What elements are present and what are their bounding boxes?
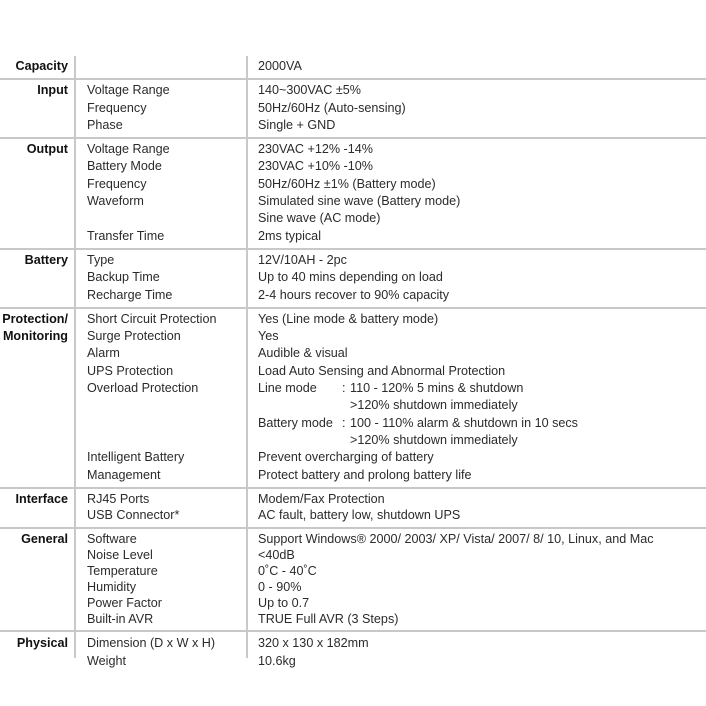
section-label: [0, 193, 75, 210]
spec-row: [0, 252, 706, 269]
spec-row: [0, 328, 706, 345]
parameter-value: [247, 634, 369, 652]
spec-row: [0, 432, 706, 449]
parameter-value: [247, 563, 317, 579]
parameter-name: Voltage Range: [87, 142, 170, 157]
parameter-name: Transfer Time: [87, 228, 165, 243]
spec-row: [0, 634, 706, 652]
parameter-name: Weight: [87, 653, 126, 668]
value-text: 50Hz/60Hz ±1% (Battery mode): [258, 176, 436, 191]
parameter-name: Battery Mode: [87, 159, 162, 174]
value-text: Support Windows® 2000/ 2003/ XP/ Vista/ 2007/ 8/ 10, Linux, and Mac: [258, 531, 654, 546]
section-label: [0, 210, 75, 227]
spec-row: [0, 176, 706, 193]
value-text: 110 - 120% 5 mins & shutdown: [350, 381, 524, 396]
spec-row: [0, 363, 706, 380]
parameter-name: Frequency: [87, 100, 147, 115]
section-label: [0, 507, 75, 524]
parameter-value: [247, 595, 309, 611]
section-label: Input: [37, 83, 68, 98]
parameter-name: Backup Time: [87, 270, 160, 285]
section-label: [0, 397, 75, 414]
section-label: [0, 176, 75, 193]
separator: :: [342, 415, 346, 430]
value-text: 140~300VAC ±5%: [258, 83, 361, 98]
parameter-name: UPS Protection: [87, 363, 174, 378]
parameter-value: [247, 467, 472, 484]
parameter-value: [247, 210, 381, 227]
parameter-value: [247, 193, 460, 210]
parameter-value: [247, 397, 518, 414]
spec-row: [0, 269, 706, 286]
parameter-name: [75, 432, 247, 449]
parameter-name: [75, 415, 247, 432]
value-text: 2ms typical: [258, 228, 321, 243]
section-label: [0, 467, 75, 484]
value-text: >120% shutdown immediately: [350, 398, 518, 413]
section-label: [0, 449, 75, 466]
section-label: Monitoring: [2, 329, 68, 344]
spec-section-general: [0, 529, 706, 632]
value-text: 230VAC +10% -10%: [258, 159, 373, 174]
parameter-name: Dimension (D x W x H): [87, 635, 216, 650]
section-label: [0, 563, 75, 579]
spec-row: [0, 531, 706, 547]
spec-row: [0, 595, 706, 611]
value-text: 2000VA: [258, 59, 302, 73]
value-text: AC fault, battery low, shutdown UPS: [258, 508, 461, 523]
section-label: [0, 595, 75, 611]
parameter-name: Phase: [87, 117, 123, 132]
parameter-value: [247, 311, 438, 328]
parameter-value: [247, 158, 373, 175]
value-text: Sine wave (AC mode): [258, 211, 381, 226]
spec-row: [0, 287, 706, 304]
spec-row: [0, 345, 706, 362]
parameter-value: [247, 507, 460, 524]
spec-row: [0, 415, 706, 432]
parameter-value: [247, 449, 434, 466]
section-label: [0, 345, 75, 362]
section-label: [0, 363, 75, 380]
parameter-name: Short Circuit Protection: [87, 311, 217, 326]
section-label: [0, 415, 75, 432]
parameter-value: [247, 491, 385, 508]
parameter-value: [247, 269, 443, 286]
parameter-value: [247, 117, 335, 134]
section-label: General: [21, 531, 68, 546]
parameter-value: [247, 579, 301, 595]
parameter-value: [247, 432, 518, 449]
value-text: Audible & visual: [258, 346, 348, 361]
spec-row: [0, 58, 706, 75]
value-text: >120% shutdown immediately: [350, 432, 518, 447]
spec-section-battery: [0, 250, 706, 309]
spec-row: [0, 611, 706, 627]
spec-table: [0, 56, 706, 673]
spec-section-input: [0, 80, 706, 139]
parameter-value: [247, 287, 449, 304]
spec-row: [0, 210, 706, 227]
parameter-value: [247, 380, 523, 397]
section-label: [0, 380, 75, 397]
value-text: Yes (Line mode & battery mode): [258, 311, 439, 326]
value-text: Simulated sine wave (Battery mode): [258, 194, 461, 209]
value-text: 10.6kg: [258, 653, 296, 668]
section-label: [0, 547, 75, 563]
spec-row: [0, 228, 706, 245]
section-label: Protection/: [2, 311, 68, 326]
section-label: [0, 579, 75, 595]
spec-row: [0, 117, 706, 134]
value-text: 100 - 110% alarm & shutdown in 10 secs: [350, 415, 578, 430]
value-text: Modem/Fax Protection: [258, 491, 385, 506]
parameter-name: Software: [87, 531, 137, 546]
parameter-name: Built-in AVR: [87, 611, 154, 626]
parameter-name: [75, 210, 247, 227]
spec-section-output: [0, 139, 706, 250]
spec-row: [0, 311, 706, 328]
spec-section-physical: [0, 632, 706, 673]
value-text: Up to 0.7: [258, 595, 310, 610]
spec-row: [0, 449, 706, 466]
parameter-name: RJ45 Ports: [87, 491, 150, 506]
section-label: [0, 432, 75, 449]
section-label: [0, 158, 75, 175]
parameter-name: Humidity: [87, 579, 136, 594]
spec-row: [0, 563, 706, 579]
parameter-name: Type: [87, 252, 115, 267]
value-text: Yes: [258, 329, 279, 344]
value-text: Single + GND: [258, 117, 336, 132]
section-label: [0, 100, 75, 117]
parameter-name: Voltage Range: [87, 83, 170, 98]
parameter-name: Management: [87, 467, 161, 482]
section-label: [0, 269, 75, 286]
parameter-name: Noise Level: [87, 547, 153, 562]
spec-row: [0, 507, 706, 524]
parameter-name: Power Factor: [87, 595, 162, 610]
section-label: [0, 228, 75, 245]
section-label: Output: [26, 142, 68, 157]
parameter-name: Overload Protection: [87, 381, 199, 396]
parameter-value: [247, 82, 361, 99]
parameter-name: Waveform: [87, 194, 144, 209]
parameter-name: Surge Protection: [87, 329, 181, 344]
section-label: [0, 117, 75, 134]
section-label: Capacity: [15, 59, 68, 73]
overload-mode-label: Line mode: [258, 381, 317, 396]
spec-row: [0, 652, 706, 670]
spec-row: [0, 547, 706, 563]
parameter-value: [247, 547, 295, 563]
parameter-value: [247, 252, 347, 269]
spec-row: [0, 380, 706, 397]
value-text: 0˚C - 40˚C: [258, 563, 317, 578]
overload-mode-label: Battery mode: [258, 415, 333, 430]
value-text: TRUE Full AVR (3 Steps): [258, 611, 399, 626]
parameter-name: Alarm: [87, 346, 120, 361]
spec-row: [0, 467, 706, 484]
value-text: Up to 40 mins depending on load: [258, 270, 443, 285]
parameter-name: USB Connector*: [87, 508, 180, 523]
section-label: [0, 652, 75, 670]
parameter-value: [247, 652, 296, 670]
spec-section-capacity: [0, 56, 706, 80]
section-label: Battery: [24, 252, 68, 267]
parameter-value: [247, 345, 348, 362]
parameter-value: [247, 141, 373, 158]
spec-row: [0, 82, 706, 99]
parameter-name: Temperature: [87, 563, 158, 578]
parameter-value: [247, 415, 578, 432]
parameter-value: [247, 176, 436, 193]
parameter-name: Frequency: [87, 176, 147, 191]
value-text: 2-4 hours recover to 90% capacity: [258, 287, 450, 302]
spec-row: [0, 141, 706, 158]
parameter-value: [247, 58, 302, 75]
spec-row: [0, 193, 706, 210]
value-text: 0 - 90%: [258, 579, 302, 594]
spec-row: [0, 158, 706, 175]
parameter-value: [247, 611, 398, 627]
value-text: Prevent overcharging of battery: [258, 450, 434, 465]
parameter-name: [75, 397, 247, 414]
section-label: [0, 287, 75, 304]
section-label: Physical: [16, 635, 68, 650]
parameter-value: [247, 100, 406, 117]
spec-section-protection: [0, 309, 706, 489]
value-text: 12V/10AH - 2pc: [258, 252, 347, 267]
separator: :: [342, 381, 346, 396]
spec-row: [0, 397, 706, 414]
parameter-name: [75, 58, 247, 75]
value-text: Load Auto Sensing and Abnormal Protection: [258, 363, 506, 378]
parameter-name: Recharge Time: [87, 287, 173, 302]
spec-section-interface: [0, 489, 706, 529]
section-label: Interface: [15, 491, 68, 506]
spec-row: [0, 491, 706, 508]
parameter-value: [247, 363, 505, 380]
value-text: 230VAC +12% -14%: [258, 142, 373, 157]
parameter-value: [247, 328, 279, 345]
parameter-value: [247, 531, 654, 547]
value-text: 50Hz/60Hz (Auto-sensing): [258, 100, 406, 115]
value-text: <40dB: [258, 547, 295, 562]
parameter-value: [247, 228, 321, 245]
spec-row: [0, 100, 706, 117]
spec-row: [0, 579, 706, 595]
value-text: 320 x 130 x 182mm: [258, 635, 369, 650]
section-label: [0, 611, 75, 627]
parameter-name: Intelligent Battery: [87, 450, 185, 465]
value-text: Protect battery and prolong battery life: [258, 467, 472, 482]
